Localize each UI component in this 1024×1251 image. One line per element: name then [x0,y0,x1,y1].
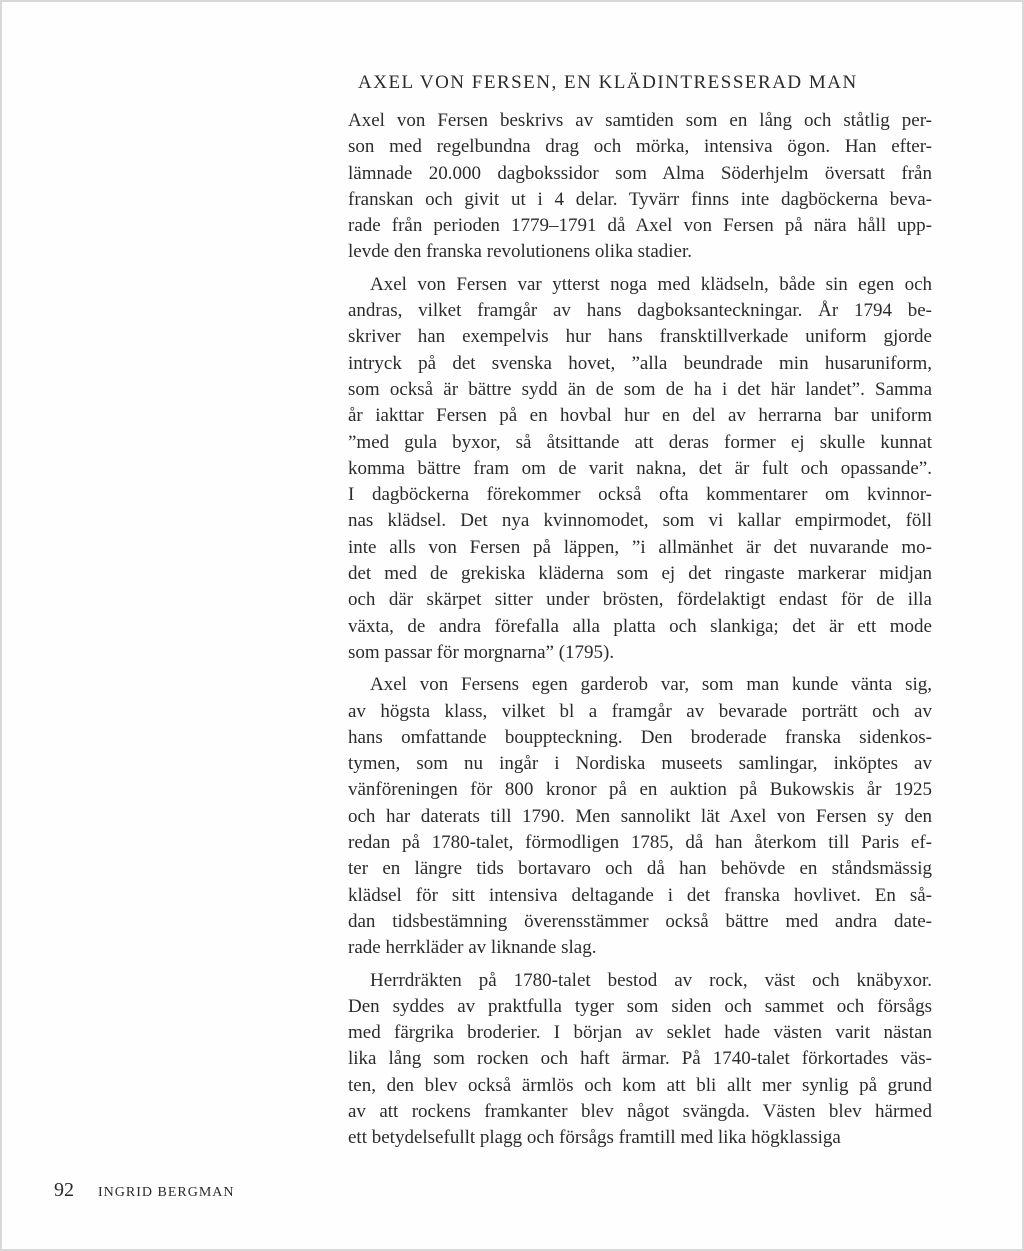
body-text [348,108,932,1152]
author-name: INGRID BERGMAN [98,1185,235,1200]
text-line: med färgrika broderier. I början av seklet hade västen varit nästan [348,1022,932,1044]
page-footer [54,1179,235,1202]
text-line: rade från perioden 1779–1791 då Axel von Fersen på nära håll upp- [348,215,932,237]
text-line: Axel von Fersen var ytterst noga med klädseln, både sin egen och [370,273,932,295]
text-line: som också är bättre sydd än de som de ha i det här landet”. Samma [348,378,932,400]
text-line: lika lång som rocken och haft ärmar. På 1740-talet förkortades väs- [348,1048,932,1070]
text-line: inte alls von Fersen på läppen, ”i allmänhet är det nuvarande mo- [348,536,932,558]
text-line: ett betydelsefullt plagg och försågs framtill med lika högklassiga [348,1127,841,1149]
text-line: intryck på det svenska hovet, ”alla beundrade min husaruniform, [348,352,932,374]
paragraph [348,968,932,1152]
text-line: av högsta klass, vilket bl a framgår av bevarade porträtt och av [348,700,932,722]
page-number: 92 [54,1179,74,1201]
text-line: lämnade 20.000 dagbokssidor som Alma Söderhjelm översatt från [348,162,932,184]
text-line: nas klädsel. Det nya kvinnomodet, som vi kallar empirmodet, föll [348,510,932,532]
text-line: vänföreningen för 800 kronor på en auktion på Bukowskis år 1925 [348,779,932,801]
text-line: Den syddes av praktfulla tyger som siden och sammet och försågs [348,995,932,1017]
text-line: det med de grekiska kläderna som ej det ringaste markerar midjan [348,563,932,585]
text-line: ”med gula byxor, så åtsittande att deras former ej skulle kunnat [348,431,932,453]
text-line: ten, den blev också ärmlös och kom att bli allt mer synlig på grund [348,1074,932,1096]
text-line: dan tidsbestämning överensstämmer också bättre med andra date- [348,910,932,932]
text-line: Axel von Fersens egen garderob var, som man kunde vänta sig, [370,674,932,696]
text-line: franskan och givit ut i 4 delar. Tyvärr finns inte dagböckerna beva- [348,188,932,210]
text-line: tymen, som nu ingår i Nordiska museets samlingar, inköptes av [348,753,932,775]
text-line: Axel von Fersen beskrivs av samtiden som en lång och ståtlig per- [348,110,932,131]
text-line: år iakttar Fersen på en hovbal hur en del av herrarna bar uniform [348,405,932,427]
paragraph [348,108,932,266]
paragraph [348,272,932,666]
chapter-heading: AXEL VON FERSEN, EN KLÄDINTRESSERAD MAN [358,72,858,93]
text-line: Herrdräkten på 1780-talet bestod av rock, väst och knäbyxor. [370,969,932,991]
text-line: klädsel för sitt intensiva deltagande i det franska hovlivet. En så- [348,884,932,906]
text-line: växta, de andra förefalla alla platta och slankiga; det är ett mode [348,615,932,637]
text-line: I dagböckerna förekommer också ofta kommentarer om kvinnor- [348,484,932,506]
text-line: ter en längre tids bortavaro och då han behövde en ståndsmässig [348,858,932,880]
text-line: hans omfattande bouppteckning. Den broderade franska sidenkos- [348,726,932,748]
text-line: redan på 1780-talet, förmodligen 1785, då han återkom till Paris ef- [348,832,932,854]
text-line: av att rockens framkanter blev något svängda. Västen blev härmed [348,1100,932,1122]
text-line: son med regelbundna drag och mörka, intensiva ögon. Han efter- [348,136,932,158]
text-line: levde den franska revolutionens olika stadier. [348,241,693,263]
text-line: och där skärpet sitter under brösten, fördelaktigt endast för de illa [348,589,932,611]
text-line: andras, vilket framgår av hans dagboksanteckningar. År 1794 be- [348,300,932,322]
text-line: rade herrkläder av liknande slag. [348,937,597,959]
text-line: och har daterats till 1790. Men sannolikt lät Axel von Fersen sy den [348,805,932,827]
text-line: komma bättre fram om de varit nakna, det är fult och opassande”. [348,457,932,479]
text-line: skriver han exempelvis hur hans fransktillverkade uniform gjorde [348,326,932,348]
paragraph [348,672,932,961]
text-line: som passar för morgnarna” (1795). [348,641,615,663]
